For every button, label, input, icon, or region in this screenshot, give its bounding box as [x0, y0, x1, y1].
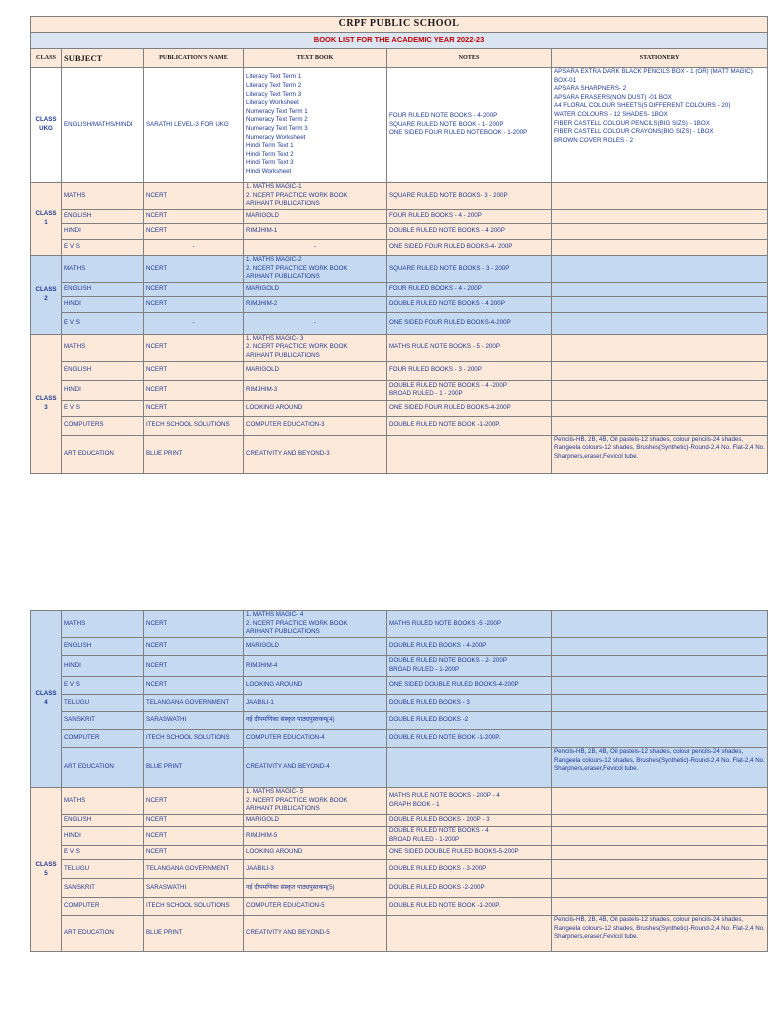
table-row — [31, 68, 768, 183]
stationery-cell: APSARA EXTRA DARK BLACK PENCILS BOX - 1 (OR) (MATT MAGIC) BOX-01 APSARA SHARPNERS- 2 APSARA ERASERS(NON DUST) -01 BOX A4 FLORAL COLOUR SHEETS(5 DIFFERENT COLOURS - 20) WATER COLOURS - 12 SHADES- 1BOX FIBER CASTELL COLOUR PENCILS(BIG SIZS) - 1BOX FIBER CASTELL COLOUR CRAYONS(BIG SIZS) - 1BOX BROWN COVER ROLES - 2 — [552, 68, 768, 183]
textbook-cell: - — [244, 240, 387, 256]
table-row — [31, 312, 768, 334]
class-label: CLASS 3 — [31, 334, 62, 473]
publication-cell: NCERT — [144, 210, 244, 224]
notes-cell: DOUBLE RULED BOOKS -2-200P — [387, 879, 552, 898]
col-publication-header: PUBLICATION'S NAME — [144, 49, 244, 68]
subject-cell: E V S — [62, 846, 144, 860]
subject-cell: MATHS — [62, 334, 144, 361]
table-row — [31, 638, 768, 656]
notes-cell: DOUBLE RULED NOTE BOOKS - 4 BROAD RULED - 1-200P — [387, 827, 552, 846]
textbook-cell: Literacy Text Term 1 Literacy Text Term 2 Literacy Text Term 3 Literacy Worksheet Numeracy Text Term 1 Numeracy Text Term 2 Numeracy Text Term 3 Numeracy Worksheet Hindi Term Text 1 Hindi Term Text 2 Hindi Term Text 3 Hindi Worksheet — [244, 68, 387, 183]
notes-cell: DOUBLE RULED NOTE BOOKS - 4 200P — [387, 296, 552, 312]
class-label: CLASS 2 — [31, 256, 62, 335]
textbook-cell: CREATIVITY AND BEYOND-4 — [244, 748, 387, 788]
subject-cell: ART EDUCATION — [62, 435, 144, 473]
table-row — [31, 416, 768, 435]
section-class-3 — [31, 334, 768, 473]
subject-cell: ENGLISH — [62, 815, 144, 827]
table-row — [31, 748, 768, 788]
book-list-table-page-1 — [30, 16, 768, 474]
stationery-cell: Pencils-HB, 2B, 4B, Oil pastels-12 shades, colour pencils-24 shades, Rangeela colours-12 shades, Brushes(Synthetic)-Round-2,4 No. Flat-2,4 No. Sharpners,eraser,Fevicol tube. — [552, 435, 768, 473]
stationery-cell — [552, 282, 768, 296]
subject-cell: ART EDUCATION — [62, 748, 144, 788]
subject-cell: ENGLISH — [62, 282, 144, 296]
stationery-cell — [552, 361, 768, 380]
subject-cell: MATHS — [62, 611, 144, 638]
publication-cell: - — [144, 312, 244, 334]
stationery-cell — [552, 240, 768, 256]
textbook-cell: 1. MATHS MAGIC- 5 2. NCERT PRACTICE WORK BOOK ARIHANT PUBLICATIONS — [244, 788, 387, 815]
publication-cell: ITECH SCHOOL SOLUTIONS — [144, 898, 244, 916]
stationery-cell — [552, 788, 768, 815]
notes-cell: MATHS RULED NOTE BOOKS -5 -200P — [387, 611, 552, 638]
publication-cell: BLUE PRINT — [144, 916, 244, 952]
table-row — [31, 282, 768, 296]
notes-cell: SQUARE RULED NOTE BOOKS- 3 - 200P — [387, 183, 552, 210]
subject-cell: E V S — [62, 400, 144, 416]
publication-cell: NCERT — [144, 846, 244, 860]
subject-cell: MATHS — [62, 183, 144, 210]
publication-cell: TELANGANA GOVERNMENT — [144, 860, 244, 879]
stationery-cell: Pencils-HB, 2B, 4B, Oil pastels-12 shades, colour pencils-24 shades, Rangeela colours-12 shades, Brushes(Synthetic)-Round-2,4 No. Flat-2,4 No. Sharpners,eraser,Fevicol tube. — [552, 748, 768, 788]
textbook-cell: 1. MATHS MAGIC-2 2. NCERT PRACTICE WORK BOOK ARIHANT PUBLICATIONS — [244, 256, 387, 283]
subject-cell: TELUGU — [62, 860, 144, 879]
notes-cell: ONE SIDED DOUBLE RULED BOOKS-4-200P — [387, 677, 552, 695]
publication-cell: NCERT — [144, 361, 244, 380]
stationery-cell — [552, 827, 768, 846]
subject-cell: HINDI — [62, 296, 144, 312]
textbook-cell: JAABILI-1 — [244, 695, 387, 712]
col-stationery-header: STATIONERY — [552, 49, 768, 68]
textbook-cell: - — [244, 312, 387, 334]
subject-cell: E V S — [62, 240, 144, 256]
stationery-cell — [552, 611, 768, 638]
table-row — [31, 380, 768, 400]
stationery-cell — [552, 256, 768, 283]
notes-cell: DOUBLE RULED NOTE BOOK -1-200P. — [387, 416, 552, 435]
publication-cell: NCERT — [144, 788, 244, 815]
textbook-cell: 1. MATHS MAGIC-1 2. NCERT PRACTICE WORK BOOK ARIHANT PUBLICATIONS — [244, 183, 387, 210]
class-label: CLASS UKG — [31, 68, 62, 183]
stationery-cell — [552, 846, 768, 860]
publication-cell: ITECH SCHOOL SOLUTIONS — [144, 416, 244, 435]
table-row — [31, 730, 768, 748]
section-class-5 — [31, 788, 768, 952]
col-subject-header: SUBJECT — [62, 49, 144, 68]
stationery-cell — [552, 380, 768, 400]
textbook-cell: JAABILI-3 — [244, 860, 387, 879]
textbook-cell: 1. MATHS MAGIC- 4 2. NCERT PRACTICE WORK BOOK ARIHANT PUBLICATIONS — [244, 611, 387, 638]
publication-cell: NCERT — [144, 827, 244, 846]
table-row — [31, 400, 768, 416]
notes-cell: ONE SIDED FOUR RULED BOOKS-4-200P — [387, 312, 552, 334]
stationery-cell — [552, 712, 768, 730]
textbook-cell: CREATIVITY AND BEYOND-3 — [244, 435, 387, 473]
subject-cell: ART EDUCATION — [62, 916, 144, 952]
notes-cell: SQUARE RULED NOTE BOOKS - 3 - 200P — [387, 256, 552, 283]
table-row — [31, 827, 768, 846]
textbook-cell: CREATIVITY AND BEYOND-5 — [244, 916, 387, 952]
publication-cell: BLUE PRINT — [144, 435, 244, 473]
notes-cell — [387, 916, 552, 952]
table-row — [31, 860, 768, 879]
table-row — [31, 611, 768, 638]
section-class-2 — [31, 256, 768, 335]
table-row — [31, 898, 768, 916]
publication-cell: NCERT — [144, 224, 244, 240]
notes-cell — [387, 748, 552, 788]
table-row — [31, 210, 768, 224]
notes-cell: ONE SIDED FOUR RULED BOOKS-4-200P — [387, 400, 552, 416]
subject-cell: MATHS — [62, 788, 144, 815]
publication-cell: SARASWATHI — [144, 712, 244, 730]
notes-cell: DOUBLE RULED BOOKS - 3-200P — [387, 860, 552, 879]
subject-cell: SANSKRIT — [62, 712, 144, 730]
table-row — [31, 879, 768, 898]
stationery-cell — [552, 400, 768, 416]
stationery-cell — [552, 638, 768, 656]
subject-cell: HINDI — [62, 380, 144, 400]
stationery-cell — [552, 334, 768, 361]
publication-cell: NCERT — [144, 638, 244, 656]
notes-cell: MATHS RULE NOTE BOOKS - 5 - 200P — [387, 334, 552, 361]
table-row — [31, 712, 768, 730]
subject-cell: COMPUTERS — [62, 416, 144, 435]
subject-cell: ENGLISH — [62, 210, 144, 224]
notes-cell — [387, 435, 552, 473]
section-ukg — [31, 68, 768, 183]
section-class-1 — [31, 183, 768, 256]
publication-cell: SARASWATHI — [144, 879, 244, 898]
notes-cell: FOUR RULED NOTE BOOKS - 4-200P SQUARE RULED NOTE BOOK - 1- 200P ONE SIDED FOUR RULED NOTEBOOK - 1-200P — [387, 68, 552, 183]
stationery-cell — [552, 312, 768, 334]
publication-cell: NCERT — [144, 611, 244, 638]
section-class-4 — [31, 611, 768, 788]
subject-cell: TELUGU — [62, 695, 144, 712]
table-row — [31, 256, 768, 283]
publication-cell: BLUE PRINT — [144, 748, 244, 788]
notes-cell: DOUBLE RULED NOTE BOOK -1-200P. — [387, 730, 552, 748]
stationery-cell — [552, 898, 768, 916]
textbook-cell: LOOKING AROUND — [244, 400, 387, 416]
subject-cell: COMPUTER — [62, 730, 144, 748]
table-row — [31, 224, 768, 240]
notes-cell: FOUR RULED BOOKS - 4 - 200P — [387, 210, 552, 224]
publication-cell: NCERT — [144, 400, 244, 416]
table-row — [31, 435, 768, 473]
table-row — [31, 846, 768, 860]
notes-cell: MATHS RULE NOTE BOOKS - 200P - 4 GRAPH BOOK - 1 — [387, 788, 552, 815]
stationery-cell — [552, 210, 768, 224]
col-notes-header: NOTES — [387, 49, 552, 68]
stationery-cell — [552, 183, 768, 210]
notes-cell: DOUBLE RULED NOTE BOOKS - 2- 200P BROAD RULED - 1-200P — [387, 656, 552, 677]
stationery-cell — [552, 695, 768, 712]
notes-cell: FOUR RULED BOOKS - 4 - 200P — [387, 282, 552, 296]
stationery-cell — [552, 416, 768, 435]
publication-cell: NCERT — [144, 677, 244, 695]
table-row — [31, 815, 768, 827]
textbook-cell: LOOKING AROUND — [244, 677, 387, 695]
notes-cell: DOUBLE RULED NOTE BOOKS - 4 200P — [387, 224, 552, 240]
notes-cell: DOUBLE RULED BOOKS - 4-200P — [387, 638, 552, 656]
textbook-cell: RIMJHIM-1 — [244, 224, 387, 240]
publication-cell: NCERT — [144, 296, 244, 312]
publication-cell: NCERT — [144, 334, 244, 361]
subject-cell: HINDI — [62, 656, 144, 677]
subject-cell: COMPUTER — [62, 898, 144, 916]
table-row — [31, 296, 768, 312]
textbook-cell: MARIGOLD — [244, 361, 387, 380]
table-row — [31, 183, 768, 210]
textbook-cell: LOOKING AROUND — [244, 846, 387, 860]
table-row — [31, 788, 768, 815]
notes-cell: FOUR RULED BOOKS - 3 - 200P — [387, 361, 552, 380]
subject-cell: HINDI — [62, 224, 144, 240]
subject-cell: SANSKRIT — [62, 879, 144, 898]
table-row — [31, 240, 768, 256]
textbook-cell: COMPUTER EDUCATION-5 — [244, 898, 387, 916]
table-row — [31, 361, 768, 380]
subject-cell: E V S — [62, 677, 144, 695]
publication-cell: NCERT — [144, 380, 244, 400]
stationery-cell — [552, 860, 768, 879]
notes-cell: DOUBLE RULED NOTE BOOK -1-200P. — [387, 898, 552, 916]
textbook-cell: COMPUTER EDUCATION-4 — [244, 730, 387, 748]
stationery-cell — [552, 879, 768, 898]
publication-cell: NCERT — [144, 656, 244, 677]
publication-cell: NCERT — [144, 256, 244, 283]
school-title: CRPF PUBLIC SCHOOL — [31, 17, 768, 33]
class-label: CLASS 1 — [31, 183, 62, 256]
textbook-cell: COMPUTER EDUCATION-3 — [244, 416, 387, 435]
col-textbook-header: TEXT BOOK — [244, 49, 387, 68]
notes-cell: ONE SIDED DOUBLE RULED BOOKS-5-200P — [387, 846, 552, 860]
notes-cell: DOUBLE RULED BOOKS - 200P - 3 — [387, 815, 552, 827]
publication-cell: SARATHI LEVEL-3 FOR UKG — [144, 68, 244, 183]
table-row — [31, 334, 768, 361]
table-row — [31, 656, 768, 677]
publication-cell: NCERT — [144, 815, 244, 827]
book-list-table-page-2 — [30, 610, 768, 952]
textbook-cell: MARIGOLD — [244, 210, 387, 224]
textbook-cell: नई दीपमणिका संस्कृत पाठ्यपुस्तकम्(4) — [244, 712, 387, 730]
publication-cell: - — [144, 240, 244, 256]
stationery-cell — [552, 656, 768, 677]
table-row — [31, 677, 768, 695]
textbook-cell: RIMJHIM-2 — [244, 296, 387, 312]
class-label: CLASS 4 — [31, 611, 62, 788]
publication-cell: NCERT — [144, 282, 244, 296]
table-row — [31, 916, 768, 952]
class-label: CLASS 5 — [31, 788, 62, 952]
notes-cell: DOUBLE RULED BOOKS -2 — [387, 712, 552, 730]
stationery-cell — [552, 296, 768, 312]
textbook-cell: RIMJHIM-5 — [244, 827, 387, 846]
stationery-cell — [552, 730, 768, 748]
notes-cell: DOUBLE RULED NOTE BOOKS - 4 -200P BROAD RULED - 1 - 200P — [387, 380, 552, 400]
stationery-cell — [552, 815, 768, 827]
stationery-cell: Pencils-HB, 2B, 4B, Oil pastels-12 shades, colour pencils-24 shades, Rangeela colours-12 shades, Brushes(Synthetic)-Round-2,4 No. Flat-2,4 No. Sharpners,eraser,Fevicol tube. — [552, 916, 768, 952]
publication-cell: NCERT — [144, 183, 244, 210]
publication-cell: ITECH SCHOOL SOLUTIONS — [144, 730, 244, 748]
subject-cell: ENGLISH — [62, 638, 144, 656]
subject-cell: MATHS — [62, 256, 144, 283]
stationery-cell — [552, 224, 768, 240]
subject-cell: HINDI — [62, 827, 144, 846]
notes-cell: DOUBLE RULED BOOKS - 3 — [387, 695, 552, 712]
textbook-cell: नई दीपमणिका संस्कृत पाठ्यपुस्तकम्(5) — [244, 879, 387, 898]
book-list-subtitle: BOOK LIST FOR THE ACADEMIC YEAR 2022-23 — [31, 33, 768, 49]
textbook-cell: RIMJHIM-3 — [244, 380, 387, 400]
subject-cell: E V S — [62, 312, 144, 334]
textbook-cell: MARIGOLD — [244, 638, 387, 656]
notes-cell: ONE SIDED FOUR RULED BOOKS-4- 200P — [387, 240, 552, 256]
stationery-cell — [552, 677, 768, 695]
col-class-header: CLASS — [31, 49, 62, 68]
subject-cell: ENGLISH/MATHS/HINDI — [62, 68, 144, 183]
subject-cell: ENGLISH — [62, 361, 144, 380]
textbook-cell: MARIGOLD — [244, 815, 387, 827]
textbook-cell: 1. MATHS MAGIC- 3 2. NCERT PRACTICE WORK BOOK ARIHANT PUBLICATIONS — [244, 334, 387, 361]
publication-cell: TELANGANA GOVERNMENT — [144, 695, 244, 712]
textbook-cell: RIMJHIM-4 — [244, 656, 387, 677]
textbook-cell: MARIGOLD — [244, 282, 387, 296]
table-row — [31, 695, 768, 712]
